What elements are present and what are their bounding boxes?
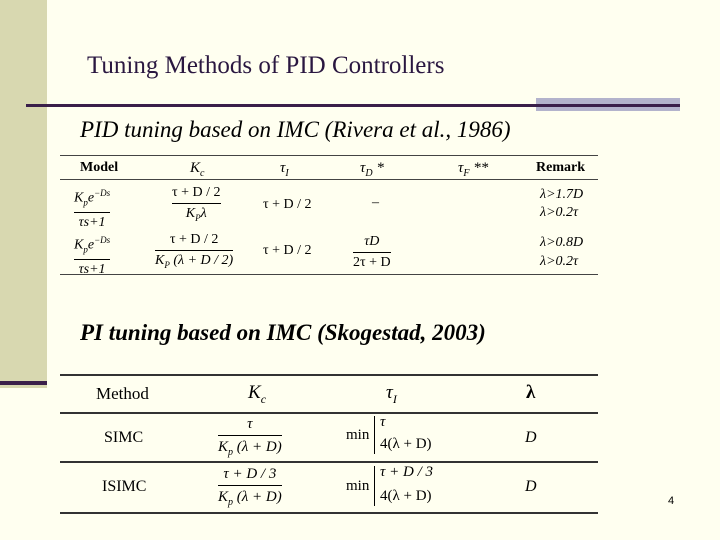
row1-remark-2: λ>0.2τ xyxy=(540,205,579,220)
table-top-rule xyxy=(60,155,598,156)
col-tau-f: $\tau_F$ ** xyxy=(458,160,489,179)
col-model: Model xyxy=(80,160,119,175)
side-accent-rule xyxy=(0,381,47,385)
pi-table-header-rule xyxy=(60,412,598,414)
pi-row2-method: ISIMC xyxy=(102,478,147,495)
col-kc: $K_c$ xyxy=(190,160,205,179)
col-tau-i: $\tau_I$ xyxy=(280,160,289,179)
title-underline-accent xyxy=(536,98,680,111)
pi-row2-ti-a: τ + D / 3 xyxy=(380,464,433,480)
pi-col-kc: $K_c$ xyxy=(248,382,267,406)
row1-remark-1: λ>1.7D xyxy=(540,187,584,202)
pi-table-row-rule xyxy=(60,461,598,463)
pi-col-method: Method xyxy=(96,384,149,403)
row2-model: $K_pe^{-Ds}$ τs+1 xyxy=(74,235,111,278)
title-underline xyxy=(26,104,536,107)
table-header-rule xyxy=(60,179,598,180)
pi-col-tau-i: $\tau_I$ xyxy=(386,382,397,406)
pi-row2-ti-min: min xyxy=(346,478,370,494)
side-accent-bar xyxy=(0,0,47,388)
row2-remark-2: λ>0.2τ xyxy=(540,254,579,269)
pi-imc-heading: PI tuning based on IMC (Skogestad, 2003) xyxy=(80,320,486,345)
row2-tau-d: τD 2τ + D xyxy=(353,234,391,270)
pi-row1-ti-a: τ xyxy=(380,414,386,430)
pi-row1-kc: τ $K_p$ (λ + D) xyxy=(218,416,282,458)
page-number: 4 xyxy=(668,495,675,507)
row2-kc: τ + D / 2 $K_P$ (λ + D / 2) xyxy=(155,232,234,270)
pi-table-bottom-rule xyxy=(60,512,598,514)
row1-model: $K_pe^{-Ds}$ τs+1 xyxy=(74,188,111,231)
pi-row1-ti-min: min xyxy=(346,427,370,443)
col-remark: Remark xyxy=(536,160,585,175)
row2-remark-1: λ>0.8D xyxy=(540,235,584,250)
pi-table-top-rule xyxy=(60,374,598,376)
col-tau-d: $\tau_D$ * xyxy=(360,160,384,179)
pi-row2-kc: τ + D / 3 $K_p$ (λ + D) xyxy=(218,466,282,508)
pi-row1-lambda: D xyxy=(525,429,537,446)
row1-tau-i: τ + D / 2 xyxy=(263,197,312,212)
pi-col-lambda: λ xyxy=(526,382,536,403)
row1-tau-d: – xyxy=(372,195,379,210)
row2-tau-i: τ + D / 2 xyxy=(263,243,312,258)
pid-imc-heading: PID tuning based on IMC (Rivera et al., 1986) xyxy=(80,117,511,142)
table-bottom-rule xyxy=(60,274,598,275)
pi-row1-ti-b: 4(λ + D) xyxy=(380,436,432,452)
pi-row2-lambda: D xyxy=(525,478,537,495)
slide-title: Tuning Methods of PID Controllers xyxy=(87,52,445,79)
row1-kc: τ + D / 2 $K_P\lambda$ xyxy=(172,185,221,223)
pi-row1-method: SIMC xyxy=(104,429,144,446)
pi-row2-ti-b: 4(λ + D) xyxy=(380,488,432,504)
